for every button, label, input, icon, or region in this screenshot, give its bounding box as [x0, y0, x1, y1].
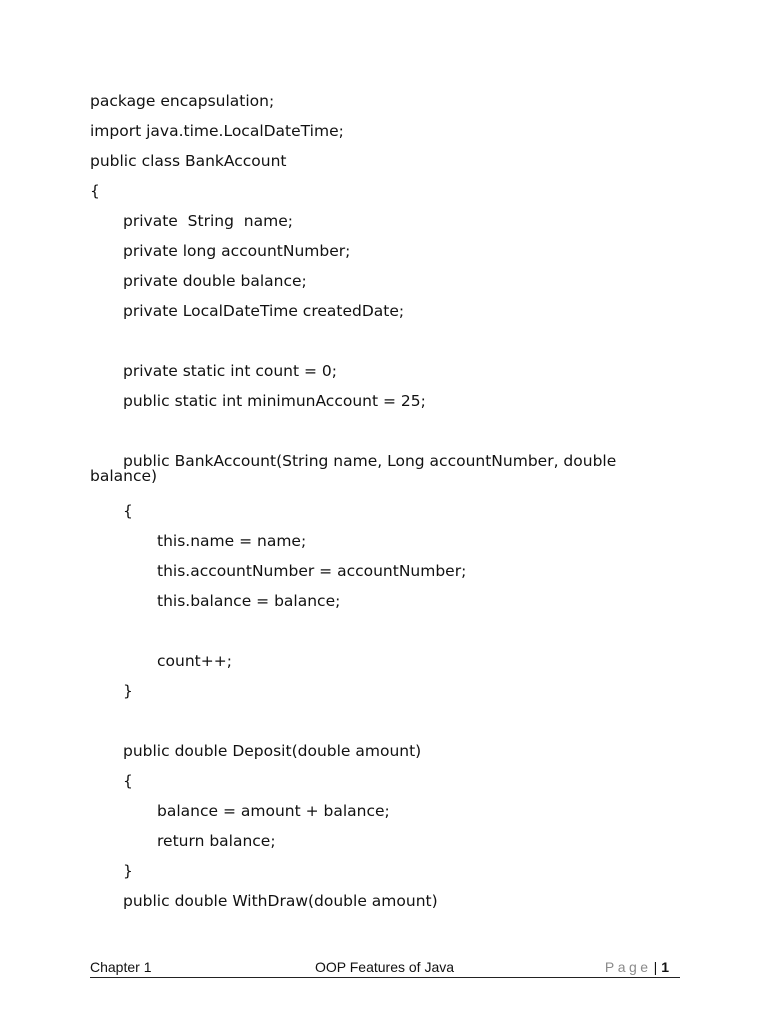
footer-page-word: Page [604, 959, 652, 975]
code-line-continuation: balance) [90, 467, 158, 485]
code-line: { [123, 772, 133, 790]
footer-separator: | [653, 959, 658, 975]
code-line: public static int minimunAccount = 25; [123, 392, 426, 410]
page-footer [90, 957, 680, 978]
code-line: private LocalDateTime createdDate; [123, 302, 405, 320]
footer-page-number: 1 [661, 959, 669, 975]
blank-line [90, 328, 620, 358]
code-line: private static int count = 0; [123, 362, 338, 380]
footer-page-indicator [605, 959, 669, 975]
code-line: balance = amount + balance; [157, 802, 390, 820]
blank-line [90, 618, 620, 648]
code-line: private double balance; [123, 272, 307, 290]
code-line: public double WithDraw(double amount) [123, 892, 438, 910]
footer-chapter: Chapter 1 [90, 959, 152, 975]
code-line: return balance; [157, 832, 276, 850]
code-line: count++; [157, 652, 232, 670]
code-line: private String name; [123, 212, 293, 230]
code-line: } [123, 682, 133, 700]
code-line: { [90, 182, 100, 200]
code-listing [90, 88, 620, 918]
code-line: this.balance = balance; [157, 592, 341, 610]
blank-line [90, 418, 620, 448]
code-line: package encapsulation; [90, 92, 275, 110]
code-line: { [123, 502, 133, 520]
code-line: private long accountNumber; [123, 242, 351, 260]
code-line: } [123, 862, 133, 880]
code-line: public double Deposit(double amount) [123, 742, 422, 760]
code-line: import java.time.LocalDateTime; [90, 122, 344, 140]
footer-title: OOP Features of Java [315, 959, 455, 975]
blank-line [90, 708, 620, 738]
code-line: public BankAccount(String name, Long accountNumber, double [123, 452, 617, 470]
code-line: this.name = name; [157, 532, 307, 550]
code-line: public class BankAccount [90, 152, 287, 170]
code-line: this.accountNumber = accountNumber; [157, 562, 467, 580]
